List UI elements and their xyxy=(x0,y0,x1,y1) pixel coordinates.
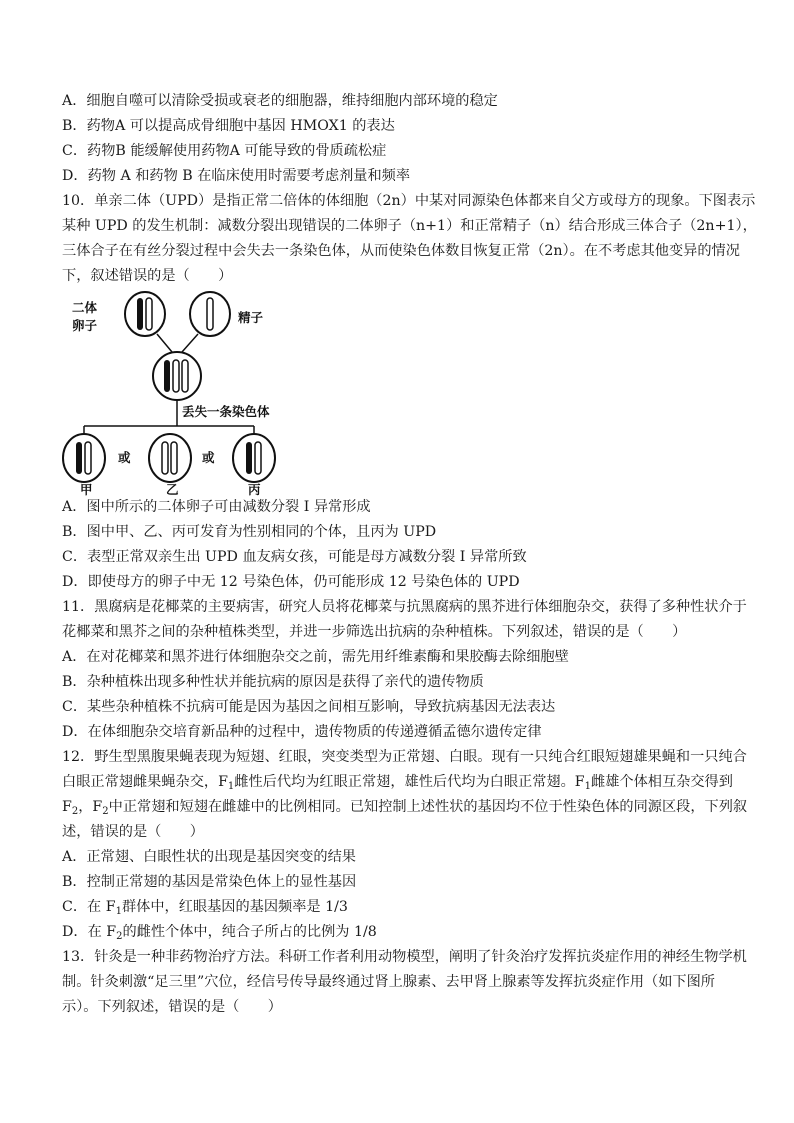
egg-connector xyxy=(157,334,172,352)
bing-chromosome-dark xyxy=(246,442,252,474)
q12-option-c xyxy=(62,898,348,916)
q9-option-b: B．药物A 可以提高成骨细胞中基因 HMOX1 的表达 xyxy=(62,118,395,134)
q12-option-d-part-a: D．在 F xyxy=(62,924,117,940)
q12-option-c-part-a: C．在 F xyxy=(62,899,116,915)
sperm-chromosome xyxy=(207,298,213,330)
bing-chromosome-light xyxy=(255,442,261,474)
q12-stem-line-1: 12．野生型黑腹果蝇表现为短翅、红眼，突变类型为正常翅、白眼。现有一只纯合红眼短翅雄果蝇和一只纯合 xyxy=(62,749,747,765)
egg-chromosome-light xyxy=(146,298,152,330)
q10-option-b: B．图中甲、乙、丙可发育为性别相同的个体，且丙为 UPD xyxy=(62,524,437,540)
q12-option-b: B．控制正常翅的基因是常染色体上的显性基因 xyxy=(62,874,357,890)
subscript-2: 2 xyxy=(116,931,123,942)
q10-option-c: C．表型正常双亲生出 UPD 血友病女孩，可能是母方减数分裂 I 异常所致 xyxy=(62,549,527,565)
egg-cell xyxy=(125,292,165,336)
zygote-chromosome-dark xyxy=(164,360,170,392)
q12-option-a: A．正常翅、白眼性状的出现是基因突变的结果 xyxy=(62,849,356,865)
subscript-1: 1 xyxy=(115,906,122,917)
q11-option-d: D．在体细胞杂交培育新品种的过程中，遗传物质的传递遵循孟德尔遗传定律 xyxy=(62,724,542,740)
upd-mechanism-diagram xyxy=(62,290,292,496)
sperm-connector xyxy=(182,334,198,352)
jia-chromosome-light xyxy=(85,442,91,474)
q11-option-a: A．在对花椰菜和黑芥进行体细胞杂交之前，需先用纤维素酶和果胶酶去除细胞壁 xyxy=(62,649,569,665)
yi-chromosome-light-1 xyxy=(162,442,168,474)
yi-chromosome-light-2 xyxy=(171,442,177,474)
q12-stem-line-3-part-a: F xyxy=(62,799,72,815)
q13-stem-line-1: 13．针灸是一种非药物治疗方法。科研工作者利用动物模型，阐明了针灸治疗发挥抗炎症作用的神经生物学机 xyxy=(62,949,747,965)
q12-stem-line-3 xyxy=(62,798,747,816)
subscript-1: 1 xyxy=(584,781,592,792)
q13-stem-line-2: 制。针灸刺激“足三里”穴位，经信号传导最终通过肾上腺素、去甲肾上腺素等发挥抗炎症作用（如下图所 xyxy=(62,974,715,990)
or-label-1: 或 xyxy=(118,450,131,465)
cell-jia xyxy=(63,434,105,482)
q13-stem-line-3: 示）。下列叙述，错误的是（ ） xyxy=(62,999,282,1015)
cell-bing xyxy=(233,434,275,482)
q12-stem-line-2-part-a: 白眼正常翅雌果蝇杂交，F xyxy=(62,774,228,790)
or-label-2: 或 xyxy=(202,450,215,465)
q12-option-d xyxy=(62,923,377,941)
subscript-2: 2 xyxy=(71,806,79,817)
q10-option-d: D．即使母方的卵子中无 12 号染色体，仍可能形成 12 号染色体的 UPD xyxy=(62,574,520,590)
q12-option-c-part-b: 群体中，红眼基因的基因频率是 1/3 xyxy=(121,899,348,915)
q10-stem-line-4: 下，叙述错误的是（ ） xyxy=(62,268,233,284)
q12-stem-line-2 xyxy=(62,773,733,791)
cell-jia-label: 甲 xyxy=(80,482,93,496)
cell-yi-label: 乙 xyxy=(166,482,179,496)
jia-chromosome-dark xyxy=(76,442,82,474)
zygote-chromosome-light-2 xyxy=(182,360,188,392)
egg-label-line-2: 卵子 xyxy=(72,318,98,333)
q12-option-d-part-b: 的雌性个体中，纯合子所占的比例为 1/8 xyxy=(122,924,377,940)
q12-stem-line-2-part-c: 雌雄个体相互杂交得到 xyxy=(591,774,733,790)
zygote-chromosome-light-1 xyxy=(173,360,179,392)
q12-stem-line-3-part-c: 中正常翅和短翅在雌雄中的比例相同。已知控制上述性状的基因均不位于性染色体的同源区段，下列叙 xyxy=(108,799,748,815)
cell-bing-label: 丙 xyxy=(248,482,261,496)
q9-option-c: C．药物B 能缓解使用药物A 可能导致的骨质疏松症 xyxy=(62,143,387,159)
q11-option-c: C．某些杂种植株不抗病可能是因为基因之间相互影响，导致抗病基因无法表达 xyxy=(62,699,556,715)
q11-option-b: B．杂种植株出现多种性状并能抗病的原因是获得了亲代的遗传物质 xyxy=(62,674,484,690)
q10-stem-line-2: 某种 UPD 的发生机制：减数分裂出现错误的二体卵子（n+1）和正常精子（n）结合形成三体合子（2n+1）， xyxy=(62,218,757,234)
q9-option-d: D．药物 A 和药物 B 在临床使用时需要考虑剂量和频率 xyxy=(62,168,411,184)
sperm-label: 精子 xyxy=(238,310,264,325)
subscript-2: 2 xyxy=(102,806,109,817)
q12-stem-line-4: 述，错误的是（ ） xyxy=(62,824,204,840)
q9-option-a: A．细胞自噬可以清除受损或衰老的细胞器，维持细胞内部环境的稳定 xyxy=(62,93,498,109)
q12-stem-line-3-part-b: ，F xyxy=(78,799,103,815)
subscript-1: 1 xyxy=(227,781,235,792)
q10-option-a: A．图中所示的二体卵子可由减数分裂 I 异常形成 xyxy=(62,499,371,515)
lose-chromosome-label: 丢失一条染色体 xyxy=(182,404,270,419)
q10-stem-line-1: 10．单亲二体（UPD）是指正常二倍体的体细胞（2n）中某对同源染色体都来自父方或母方的现象。下图表示 xyxy=(62,193,756,209)
egg-label-line-1: 二体 xyxy=(72,300,98,315)
q12-stem-line-2-part-b: 雌性后代均为红眼正常翅，雄性后代均为白眼正常翅。F xyxy=(234,774,585,790)
q10-stem-line-3: 三体合子在有丝分裂过程中会失去一条染色体，从而使染色体数目恢复正常（2n）。在不考虑其他变异的情况 xyxy=(62,243,740,259)
q11-stem-line-2: 花椰菜和黑芥之间的杂种植株类型，并进一步筛选出抗病的杂种植株。下列叙述，错误的是（ ） xyxy=(62,624,687,640)
egg-chromosome-dark xyxy=(137,298,143,330)
cell-yi xyxy=(149,434,191,482)
q11-stem-line-1: 11．黑腐病是花椰菜的主要病害，研究人员将花椰菜与抗黑腐病的黑芥进行体细胞杂交，获得了多种性状介于 xyxy=(62,599,747,615)
